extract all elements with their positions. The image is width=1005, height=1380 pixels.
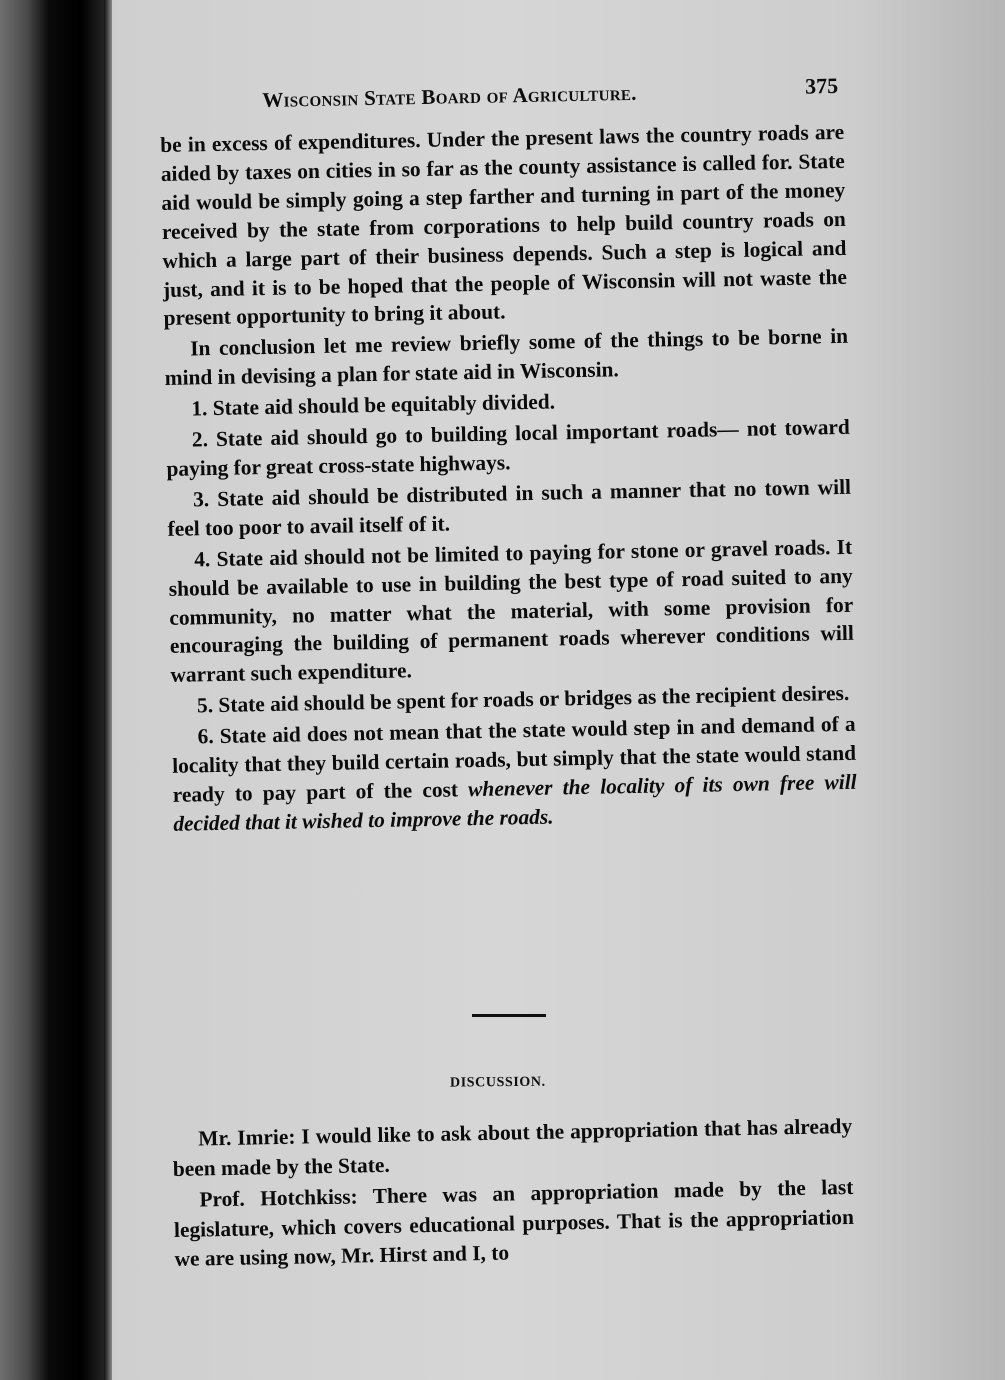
section-divider xyxy=(472,1014,546,1017)
list-item-4: 4. State aid should not be limited to paying for stone or gravel roads. It should be available to use in building the best type of road suited to any community, no matter what the material, with some provision for encouraging the building of permanent roads wherever conditions will warrant such expenditure. xyxy=(168,534,854,688)
running-head xyxy=(262,73,843,118)
paragraph-conclusion: In conclusion let me review briefly some of the things to be borne in mind in devising a plan for state aid in Wisconsin. xyxy=(164,324,849,391)
page-gutter-edge xyxy=(104,0,112,1380)
book-spine-shadow xyxy=(0,0,108,1380)
list-item-6 xyxy=(171,710,857,839)
discussion-heading: DISCUSSION. xyxy=(449,1074,546,1091)
list-item-3: 3. State aid should be distributed in such a manner that no town will feel too poor to avail itself of it. xyxy=(167,474,852,541)
main-text xyxy=(160,118,857,841)
list-item-2: 2. State aid should go to building local important roads— not toward paying for great cross-state highways. xyxy=(166,414,851,481)
discussion-answer: Prof. Hotchkiss: There was an appropriation made by the last legislature, which covers educational purposes. That is the appropriation we are using now, Mr. Hirst and I, to xyxy=(173,1174,855,1271)
list-item-5: 5. State aid should be spent for roads or bridges as the recipient desires. xyxy=(196,681,850,718)
discussion-question: Mr. Imrie: I would like to ask about the appropriation that has already been made by the State. xyxy=(172,1113,853,1181)
discussion-text xyxy=(172,1112,855,1277)
list-item-6-italic: whenever the locality of its own free will decided that it wished to improve the roads. xyxy=(173,769,857,836)
running-head-title: Wisconsin State Board of Agriculture. xyxy=(262,80,637,112)
page-number: 375 xyxy=(804,72,839,99)
paragraph-state-aid-logic: be in excess of expenditures. Under the present laws the country roads are aided by taxes on cities in so far as the county assistance is called for. State aid would be simply going a step farther and turning in part of the money received by the state from corporations to help build country roads on which a large part of their business depends. Such a step is logical and just, and it is to be hoped that the people of Wisconsin will not waste the present opportunity to bring it about. xyxy=(160,119,848,331)
list-item-6-text: 6. State aid does not mean that the state would step in and demand of a locality that they build certain roads, but simply that the state would stand ready to pay part of the cost xyxy=(171,711,857,807)
list-item-1: 1. State aid should be equitably divided. xyxy=(191,389,556,421)
